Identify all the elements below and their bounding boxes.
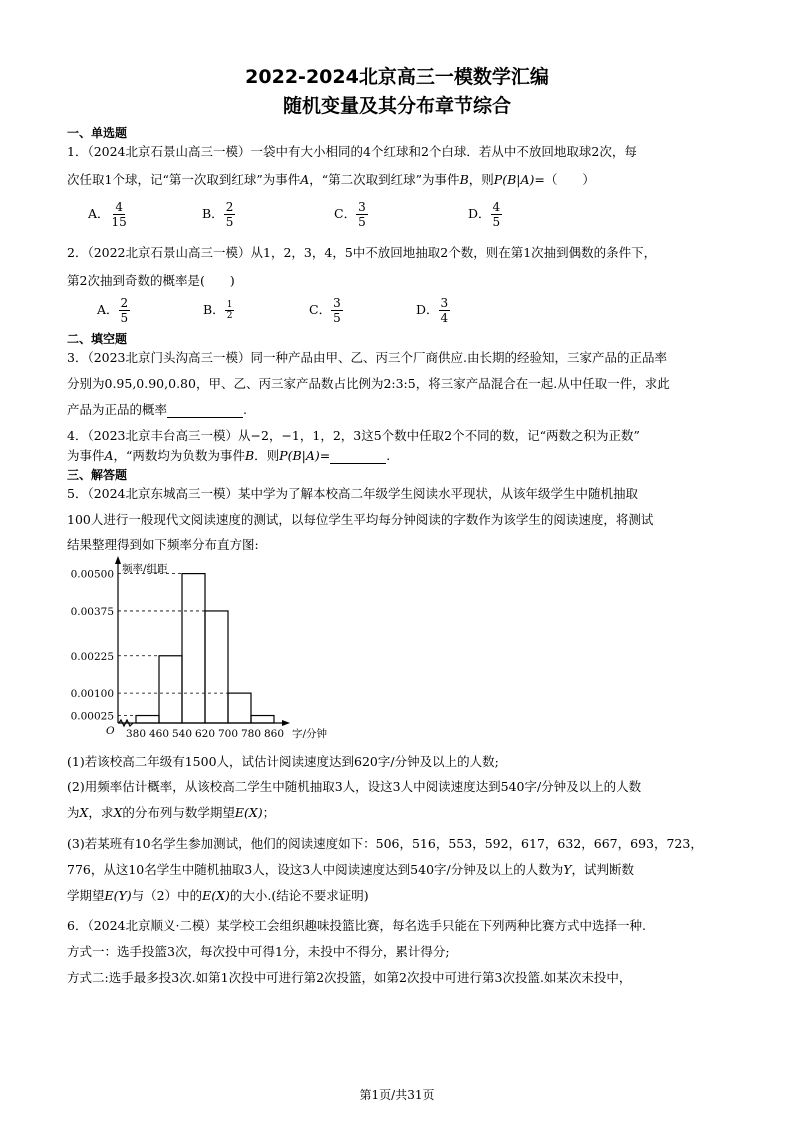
histogram-bar (251, 716, 274, 723)
histogram-bar (136, 716, 159, 723)
histogram-bar (182, 574, 205, 723)
x-tick-label: 380 (125, 728, 147, 740)
section-heading-fill-blank: 二、填空题 (67, 332, 128, 346)
x-axis-arrow (282, 720, 290, 726)
histogram-bar (228, 693, 251, 723)
y-tick-label: 0.00500 (70, 568, 114, 581)
document-title-line1: 2022-2024北京高三一模数学汇编 (245, 66, 549, 88)
frequency-histogram (60, 548, 360, 744)
q5-text-line1: 5．（2024北京东城高三一模）某中学为了解本校高二年级学生阅读水平现状，从该年级学生中随机抽取 (67, 486, 639, 501)
y-tick-label: 0.00375 (70, 605, 114, 618)
q2-option-c: C． $\frac{3}{5}$ (309, 296, 341, 325)
q5-part2-line2: 为X，求X的分布列与数学期望E(X)； (67, 805, 276, 820)
x-tick-label: 780 (240, 728, 262, 740)
q5-part3-line1: (3)若某班有10名学生参加测试，他们的阅读速度如下：506，516，553，592，617，632，667，693，723， (67, 836, 703, 851)
q1-option-a: A． $\frac{4}{15}$ (88, 200, 127, 229)
q4-answer-blank (330, 448, 386, 464)
q1-option-d: D． $\frac{4}{5}$ (468, 200, 501, 229)
q4-text-line2: 为事件A，“两数均为负数为事件B．则P(B|A)= . (67, 448, 391, 463)
q5-text-line3: 结果整理得到如下频率分布直方图: (67, 537, 259, 552)
y-tick-label: 0.00100 (70, 688, 114, 701)
q3-answer-blank (167, 402, 243, 418)
q3-text-line2: 分别为0.95,0.90,0.80，甲、乙、丙三家产品数占比例为2:3:5，将三家产品混合在一起.从中任取一件，求此 (67, 376, 670, 391)
q5-text-line2: 100人进行一般现代文阅读速度的测试，以每位学生平均每分钟阅读的字数作为该学生的阅读速度，将测试 (67, 512, 654, 527)
q2-option-d: D． $\frac{3}{4}$ (416, 296, 449, 325)
x-tick-label: 460 (148, 728, 170, 740)
q2-text-line2: 第2次抽到奇数的概率是( ) (67, 273, 235, 288)
q2-option-b: B． $\frac{1}{2}$ (203, 300, 233, 321)
x-tick-label: 620 (194, 728, 216, 740)
document-title-line2: 随机变量及其分布章节综合 (282, 95, 511, 117)
histogram-bar (205, 611, 228, 723)
q3-text-line1: 3．（2023北京门头沟高三一模）同一种产品由甲、乙、丙三个厂商供应.由长期的经验知，三家产品的正品率 (67, 350, 667, 365)
q6-text-line2: 方式一：选手投篮3次，每次投中可得1分，未投中不得分，累计得分; (67, 944, 450, 959)
x-tick-label: 700 (217, 728, 239, 740)
section-heading-solution: 三、解答题 (67, 468, 128, 482)
q1-option-c: C． $\frac{3}{5}$ (334, 200, 366, 229)
x-axis-label: 字/分钟 (292, 728, 328, 740)
q2-option-a: A． $\frac{2}{5}$ (97, 296, 129, 325)
origin-label: O (106, 725, 115, 737)
q5-part2-line1: (2)用频率估计概率，从该校高二学生中随机抽取3人，设这3人中阅读速度达到540字/分钟及以上的人数 (67, 779, 642, 794)
q6-text-line1: 6．（2024北京顺义·二模）某学校工会组织趣味投篮比赛，每名选手只能在下列两种比赛方式中选择一种. (67, 918, 646, 933)
q1-text-line1: 1．（2024北京石景山高三一模）一袋中有大小相同的4个红球和2个白球．若从中不放回地取球2次，每 (67, 144, 637, 159)
y-tick-label: 0.00225 (70, 650, 114, 663)
q6-text-line3: 方式二:选手最多投3次.如第1次投中可进行第2次投篮，如第2次投中可进行第3次投篮.如某次未投中， (67, 970, 632, 985)
x-tick-label: 540 (171, 728, 193, 740)
q1-option-b: B． $\frac{2}{5}$ (202, 200, 234, 229)
q3-text-line3: 产品为正品的概率 . (67, 402, 247, 417)
q2-text-line1: 2．（2022北京石景山高三一模）从1，2，3，4，5中不放回地抽取2个数，则在第1次抽到偶数的条件下， (67, 245, 657, 260)
histogram-bar (159, 656, 182, 723)
x-tick-label: 860 (263, 728, 285, 740)
q5-part3-line2: 776，从这10名学生中随机抽取3人，设这3人中阅读速度达到540字/分钟及以上的人数为Y，试判断数 (67, 862, 635, 877)
y-axis-arrow (115, 556, 121, 564)
page-number: 第1页/共31页 (359, 1088, 435, 1102)
q4-text-line1: 4．（2023北京丰台高三一模）从−2，−1，1，2，3这5个数中任取2个不同的数，记“两数之积为正数” (67, 428, 640, 443)
y-axis-label: 频率/组距 (122, 563, 168, 575)
y-tick-label: 0.00025 (70, 710, 114, 723)
q5-part3-line3: 学期望E(Y)与（2）中的E(X)的大小.(结论不要求证明) (67, 888, 369, 903)
q5-part1: (1)若该校高二年级有1500人，试估计阅读速度达到620字/分钟及以上的人数; (67, 754, 499, 769)
section-heading-single-choice: 一、单选题 (67, 126, 128, 140)
q1-text-line2: 次任取1个球，记“第一次取到红球”为事件A，“第二次取到红球”为事件B，则P(B|A)=（ ） (67, 172, 595, 187)
